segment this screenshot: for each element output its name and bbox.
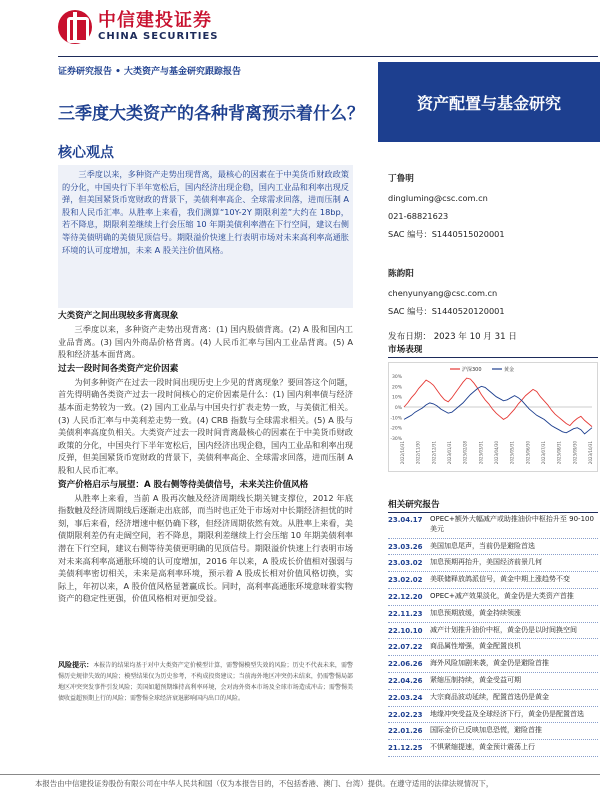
related-report-item[interactable] [388,656,598,673]
related-report-title[interactable]: OPEC+减产效果淡化，黄金仍是大类资产首推 [430,591,574,600]
related-report-title[interactable]: 商品属性增强，黄金配置良机 [430,642,521,651]
related-heading-block [388,498,598,513]
related-report-item[interactable] [388,512,598,539]
x-tick-label: 2023/02/28 [462,441,468,465]
related-report-date: 23.03.02 [388,559,423,568]
x-tick-label: 2023/04/30 [494,441,499,465]
market-chart [388,362,598,472]
analyst-email[interactable]: chenyunyang@csc.com.cn [388,288,498,298]
legend-label: 沪深300 [462,367,482,373]
x-tick-label: 2023/06/30 [525,441,531,465]
core-view-summary: 三季度以来，多种资产走势出现背离，最核心的因素在于中美货币财政政策的分化，中国央行下半年宽松后，国内经济出现企稳，国内工业品和利率出现反弹，但美国紧货币宽财政的背景下，美债利率高企、全球需求回落，进而压制 A 股和人民币汇率。从胜率上来看，我们测算“10Y-2Y 期限利差”大约在 18bp，若不降息，期限利差继续上行会压缩 10 年期美债利率潜在下行空间，建议右侧等待美债明确的美债见顶信号。期限溢价快速上行表明市场对未来高利率高通胀环境的认可度增加，未来 A 股关注价值风格。 [58,165,353,308]
related-report-item[interactable] [388,589,598,606]
related-report-item[interactable] [388,690,598,707]
related-report-item[interactable] [388,606,598,623]
section-body: 从胜率上来看，当前 A 股再次触及经济周期线长期关键支撑位，2012 年底指数触及经济周期线后逐渐走出底部，而当时也正处于市场对中长期经济担忧的时刻，事后来看，经济增速中枢仍确下移，但经济周期依然有效。从胜率上来看，美债期限利差仍有走阔空间，若不降息，期限利差继续上行会压缩 10 年期美债利率潜在下行空间，建议右侧等待美债更明确的见顶信号。期限溢价快速上行表明市场对未来高利率高通胀环境的认可度增加，2016 年以来，A 股成长价值相对强弱与美债利率密切相关，未来是高利率环境，预示着 A 股成长相对价值风格切换，实际上，年初以来，A 股价值风格显著赢成长。同时，高利率高通胀环境意味着实物资产的稳定性更强，价值风格相对更加受益。 [58,492,353,604]
y-tick-label: 0% [394,406,402,411]
risk-label: 风险提示： [58,661,94,669]
x-tick-label: 2023/10/31 [588,441,593,465]
section-heading: 过去一段时间各类资产定价因素 [58,363,179,374]
related-report-date: 21.12.25 [388,744,423,753]
series-line-hs300 [404,378,592,427]
related-report-title[interactable]: 大宗商品波动延续，配置首选仍是黄金 [430,692,549,701]
section-body: 为何多种资产在过去一段时间出现历史上少见的背离现象？要回答这个问题，首先得明确各类资产过去一段时间核心的定价因素是什么：(1) 国内利率债与经济基本面走势较为一致。(2) 国内工业品与中国央行扩表走势一致，与美债汇相关。(3) 人民币汇率与中美利差走势一致。(4) CRB 指数与全球需求相关。(5) A 股与美债利率高度负相关。大类资产过去一段时间背离最核心的因素在于中美货币财政政策的分化，中国央行下半年宽松后，国内经济出现企稳，国内工业品和利率出现反弹，但美国紧货币宽财政的背景下，美债利率高企、全球需求回落，进而压制 A 股和人民币汇率。 [58,376,353,475]
x-tick-label: 2023/03/31 [478,441,484,465]
related-report-item[interactable] [388,623,598,640]
x-tick-label: 2022/12/31 [431,441,437,465]
related-report-item[interactable] [388,673,598,690]
related-report-item[interactable] [388,539,598,556]
related-report-item[interactable] [388,555,598,572]
related-heading: 相关研究报告 [388,500,440,510]
x-tick-label: 2023/01/31 [447,441,452,465]
category-banner: 资产配置与基金研究 [378,62,600,142]
csc-logo-icon [58,10,92,44]
section-heading: 资产价格启示与展望：A 股右侧等待美债信号，未来关注价值风格 [58,479,309,490]
logo-cn: 中信建投证券 [98,10,212,31]
publish-date: 发布日期： 2023 年 10 月 31 日 [388,332,517,342]
related-report-item[interactable] [388,740,598,757]
analyst-phone: 021-68821623 [388,211,449,221]
series-line-gold [404,386,592,434]
analyst-name: 陈韵阳 [388,269,414,279]
related-report-date: 22.10.10 [388,626,423,635]
x-tick-label: 2022/11/30 [415,441,421,465]
related-report-title[interactable]: 减产计划推升油价中枢，黄金仍是以时间换空间 [430,625,577,634]
logo-en: CHINA SECURITIES [98,31,219,42]
main-body [58,308,353,605]
x-tick-label: 2023/09/30 [572,441,578,465]
related-reports-list [388,512,598,757]
y-tick-label: -30% [390,437,402,442]
related-report-title[interactable]: 美联储释放鸽派信号，黄金中期上涨趋势不变 [430,575,570,584]
related-report-date: 23.04.17 [388,516,423,524]
footer-disclaimer: 本报告由中信建投证券股份有限公司在中华人民共和国（仅为本报告目的，不包括香港、澳门、台湾）提供。在遵守适用的法律法规情况下， [35,779,494,788]
related-report-title[interactable]: 加息预期放缓，黄金持续领涨 [430,608,521,617]
section-body: 三季度以来，多种资产走势出现背离：(1) 国内股债背离。(2) A 股和国内工业品背离。(3) 国内外商品价格背离。(4) 人民币汇率与国内工业品背离。(5) A 股和经济基本面背离。 [58,324,353,360]
report-type: 证券研究报告 • 大类资产与基金研究跟踪报告 [58,67,242,77]
related-report-title[interactable]: 地缘冲突受益及全球经济下行，黄金仍是配置首选 [430,709,584,718]
related-report-item[interactable] [388,639,598,656]
x-tick-label: 2023/07/31 [541,441,546,465]
related-report-title[interactable]: 紧缩压制持续，黄金受益可期 [430,675,521,684]
related-report-title[interactable]: 海外风险加剧来袭，黄金仍是避险首推 [430,659,549,668]
x-tick-label: 2023/08/31 [556,441,562,465]
y-tick-label: -10% [390,416,402,422]
risk-text: 本报告的结果均基于对中大类资产定价模型计算，需警惕模型失效的风险；历史不代表未来，需警惕历史规律失效的风险；模型结果仅为历史参考，不构成投资建议；当前海外地区冲突仍未结束，仍需警惕局部地区冲突突发事件引发风险；美国如超预期维持高利率环境，会对海外资本市场及全球市场造成冲击；需警惕美债收益超预期上行的风险；需警惕全球经济衰退影响国内出口的风险。 [58,662,353,702]
related-report-title[interactable]: OPEC+额外大幅减产或助推油价中枢抬升至 90-100 美元 [430,515,594,533]
market-heading-block [388,343,598,358]
analyst-email[interactable]: dingluming@csc.com.cn [388,193,488,203]
x-tick-label: 2022/10/31 [400,441,405,465]
header-rule [58,56,598,57]
analyst-sac: SAC 编号：S1440515020001 [388,229,505,239]
analyst-sidebar [388,168,598,342]
market-heading: 市场表现 [388,345,423,355]
risk-warning [58,660,353,704]
core-view-heading: 核心观点 [58,145,114,161]
analyst-name: 丁鲁明 [388,174,414,184]
related-report-item[interactable] [388,707,598,724]
x-tick-label: 2023/05/31 [509,441,515,465]
related-report-date: 22.02.23 [388,710,423,719]
related-report-date: 22.04.26 [388,676,423,685]
brand-logo [58,10,219,44]
y-tick-label: 10% [391,395,402,401]
related-report-title[interactable]: 不惧紧缩提速，黄金预计震荡上行 [430,743,535,752]
related-report-date: 22.12.20 [388,592,423,601]
related-report-date: 22.06.26 [388,660,423,669]
analyst-sac: SAC 编号：S1440520120001 [388,306,505,316]
related-report-date: 23.03.26 [388,542,423,551]
y-tick-label: -20% [390,426,402,432]
market-chart-svg [388,362,598,472]
related-report-date: 23.02.02 [388,576,423,585]
related-report-item[interactable] [388,572,598,589]
related-report-title[interactable]: 加息预期再抬升，美国经济前景几何 [430,558,542,567]
related-report-date: 22.03.24 [388,693,423,702]
footer-rule [0,774,600,775]
related-report-title[interactable]: 美国加息尾声，当前仍是避险首选 [430,541,535,550]
related-report-date: 22.07.22 [388,643,423,652]
legend-label: 黄金 [504,367,515,373]
section-heading: 大类资产之间出现较多背离现象 [58,311,179,321]
y-tick-label: 20% [391,385,402,391]
related-report-title[interactable]: 国际金价已反映加息恐慌，避险首推 [430,726,542,735]
related-report-date: 22.01.26 [388,727,423,736]
report-title: 三季度大类资产的各种背离预示着什么？ [58,104,364,124]
y-tick-label: 30% [391,375,402,380]
related-report-item[interactable] [388,723,598,740]
related-report-date: 22.11.23 [388,609,423,618]
market-rule [388,357,598,358]
